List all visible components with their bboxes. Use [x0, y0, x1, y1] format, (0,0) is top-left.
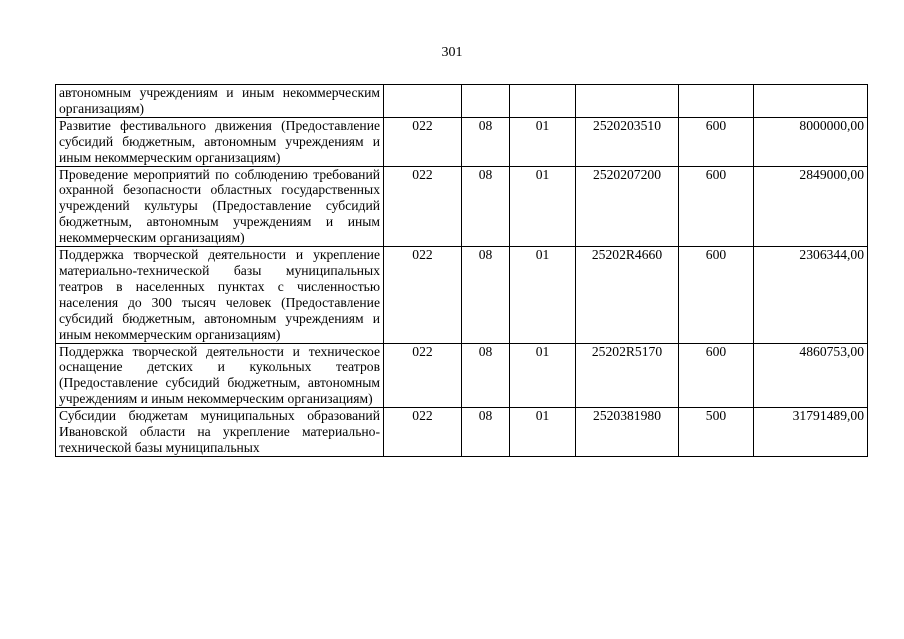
row-subsection-code: 01	[510, 117, 576, 166]
row-description: Развитие фестивального движения (Предоставление субсидий бюджетным, автономным учреждениям и иным некоммерческим организациям)	[56, 117, 384, 166]
row-amount	[754, 85, 868, 118]
row-description: Проведение мероприятий по соблюдению требований охранной безопасности областных государственных учреждений культуры (Предоставление субсидий бюджетным, автономным учреждениям и иным некоммерческим организациям)	[56, 166, 384, 247]
row-target-code: 2520207200	[576, 166, 679, 247]
row-subsection-code: 01	[510, 343, 576, 408]
row-target-code: 25202R4660	[576, 247, 679, 343]
row-target-code: 2520203510	[576, 117, 679, 166]
table-row	[56, 247, 868, 343]
row-grbs-code: 022	[384, 343, 462, 408]
row-section-code: 08	[462, 408, 510, 457]
row-target-code	[576, 85, 679, 118]
row-description: Субсидии бюджетам муниципальных образований Ивановской области на укрепление материально-технической базы муниципальных	[56, 408, 384, 457]
row-grbs-code: 022	[384, 117, 462, 166]
table-row	[56, 117, 868, 166]
row-grbs-code: 022	[384, 408, 462, 457]
row-amount: 31791489,00	[754, 408, 868, 457]
row-expense-type: 600	[679, 166, 754, 247]
row-grbs-code: 022	[384, 247, 462, 343]
row-amount: 2306344,00	[754, 247, 868, 343]
row-amount: 2849000,00	[754, 166, 868, 247]
row-description: Поддержка творческой деятельности и укрепление материально-технической базы муниципальных театров в населенных пунктах с численностью населения до 300 тысяч человек (Предоставление субсидий бюджетным, автономным учреждениям и иным некоммерческим организациям)	[56, 247, 384, 343]
table-row	[56, 166, 868, 247]
table-row	[56, 408, 868, 457]
row-expense-type: 600	[679, 247, 754, 343]
row-expense-type: 600	[679, 117, 754, 166]
row-grbs-code: 022	[384, 166, 462, 247]
row-section-code: 08	[462, 247, 510, 343]
row-amount: 8000000,00	[754, 117, 868, 166]
row-subsection-code: 01	[510, 247, 576, 343]
row-section-code: 08	[462, 343, 510, 408]
table-row	[56, 85, 868, 118]
page-number: 301	[441, 45, 463, 60]
row-subsection-code	[510, 85, 576, 118]
row-target-code: 2520381980	[576, 408, 679, 457]
row-description: Поддержка творческой деятельности и техническое оснащение детских и кукольных театров (Предоставление субсидий бюджетным, автономным учреждениям и иным некоммерческим организациям)	[56, 343, 384, 408]
row-subsection-code: 01	[510, 408, 576, 457]
row-target-code: 25202R5170	[576, 343, 679, 408]
row-section-code: 08	[462, 117, 510, 166]
row-section-code: 08	[462, 166, 510, 247]
budget-table	[55, 84, 868, 457]
row-description: автономным учреждениям и иным некоммерческим организациям)	[56, 85, 384, 118]
row-expense-type: 600	[679, 343, 754, 408]
row-grbs-code	[384, 85, 462, 118]
table-row	[56, 343, 868, 408]
row-subsection-code: 01	[510, 166, 576, 247]
row-expense-type	[679, 85, 754, 118]
row-amount: 4860753,00	[754, 343, 868, 408]
row-expense-type: 500	[679, 408, 754, 457]
row-section-code	[462, 85, 510, 118]
